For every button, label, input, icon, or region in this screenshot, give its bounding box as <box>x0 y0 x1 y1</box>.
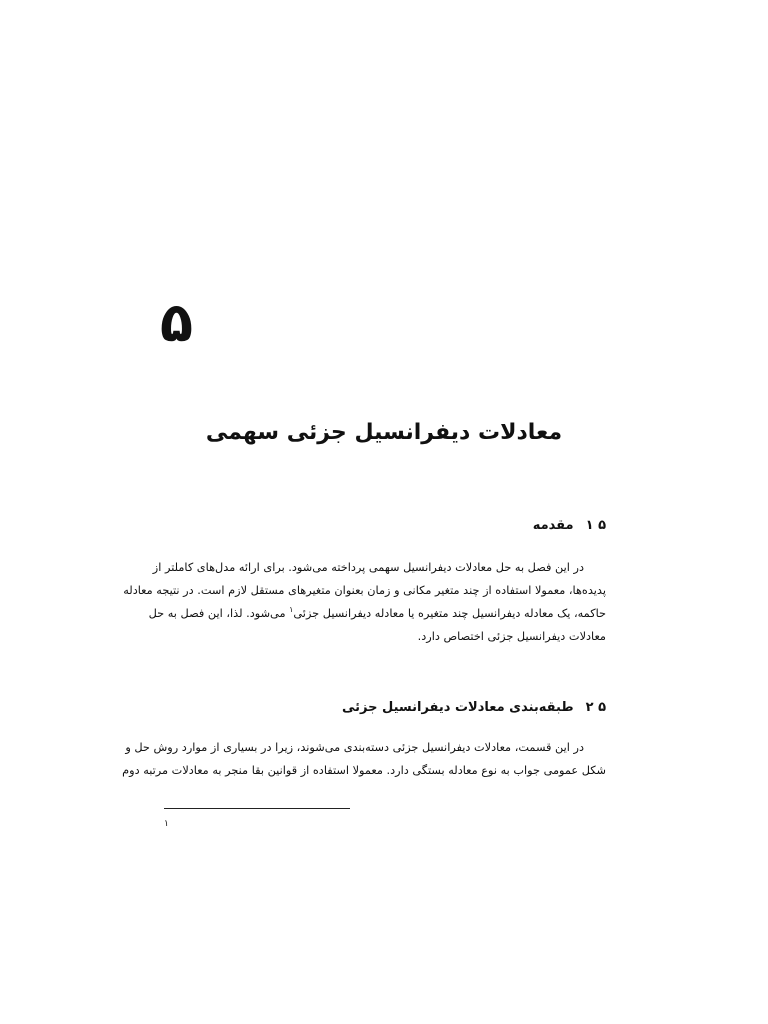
section-number: ۵ ۲ <box>585 700 606 715</box>
section-title: طبقه‌بندی معادلات دیفرانسیل جزئی <box>341 700 574 715</box>
paragraph-classification <box>122 736 606 782</box>
paragraph-line: در این قسمت، معادلات دیفرانسیل جزئی دسته‌بندی می‌شوند، زیرا در بسیاری از موارد روش حل و <box>125 741 584 754</box>
section-number: ۵ ۱ <box>585 518 606 533</box>
paragraph-line: معادلات دیفرانسیل جزئی اختصاص دارد. <box>417 630 606 643</box>
paragraph-line: پدیده‌ها، معمولا استفاده از چند متغیر مکانی و زمان بعنوان متغیرهای مستقل لازم است. در نتیجه معادله <box>123 584 606 597</box>
chapter-title: معادلات دیفرانسیل جزئی سهمی <box>205 420 563 445</box>
paragraph-introduction <box>123 556 606 648</box>
section-heading-classification <box>164 698 606 718</box>
chapter-number: ۵ <box>160 291 193 354</box>
footnote-divider <box>164 808 350 809</box>
paragraph-line: در این فصل به حل معادلات دیفرانسیل سهمی پرداخته می‌شود. برای ارائه مدل‌های کاملتر از <box>152 561 584 574</box>
footnote-number: ۱ <box>164 819 169 829</box>
section-title: مقدمه <box>532 518 574 533</box>
footnote-marker[interactable]: ۱ <box>289 605 294 615</box>
line-text: حاکمه، یک معادله دیفرانسیل چند متغیره یا معادله دیفرانسیل جزئی <box>293 607 606 620</box>
line-text: می‌شود. لذا، این فصل به حل <box>148 607 290 620</box>
paragraph-line: شکل عمومی جواب به نوع معادله بستگی دارد. معمولا استفاده از قوانین بقا منجر به معادلات مرتبه دوم <box>122 764 606 777</box>
paragraph-line <box>148 602 606 625</box>
section-heading-introduction <box>164 516 606 536</box>
